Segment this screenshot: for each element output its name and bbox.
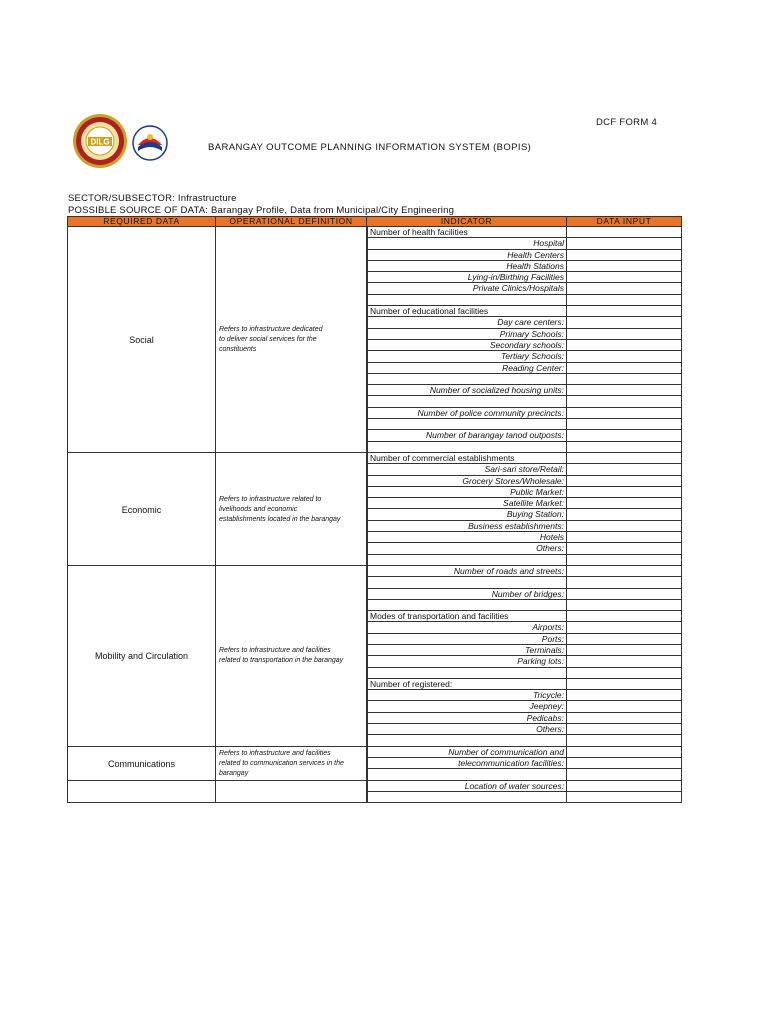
- indicator-cell: Modes of transportation and facilities: [367, 611, 567, 622]
- required-data-cell: [67, 453, 216, 566]
- indicator-cell: Number of barangay tanod outposts:: [367, 430, 567, 441]
- table-row: [367, 272, 682, 283]
- indicator-cell: Lying-in/Birthing Facilities: [367, 272, 567, 283]
- table-row: [367, 566, 682, 577]
- table-row: [367, 769, 682, 780]
- indicator-cell: Number of educational facilities: [367, 306, 567, 317]
- indicator-cell: [367, 792, 567, 803]
- table-row: [367, 385, 682, 396]
- indicator-cell: Sari-sari store/Retail:: [367, 464, 567, 475]
- table-row: [367, 442, 682, 453]
- table-row: [367, 340, 682, 351]
- dilg-logos: [72, 113, 172, 169]
- data-input-cell[interactable]: [567, 521, 682, 532]
- data-input-cell[interactable]: [567, 498, 682, 509]
- table-row: [367, 329, 682, 340]
- definition-text: [219, 325, 363, 355]
- data-input-cell[interactable]: [567, 690, 682, 701]
- table-row: [367, 701, 682, 712]
- data-input-cell[interactable]: [567, 476, 682, 487]
- table-row: [367, 600, 682, 611]
- table-row: [367, 543, 682, 554]
- indicator-cell: Hotels: [367, 532, 567, 543]
- indicator-cell: Number of police community precincts:: [367, 408, 567, 419]
- indicator-cell: Location of water sources:: [367, 781, 567, 792]
- data-input-cell[interactable]: [567, 419, 682, 430]
- definition-text: [219, 749, 363, 779]
- table-row: [367, 363, 682, 374]
- data-input-cell[interactable]: [567, 747, 682, 758]
- required-data-cell: [67, 781, 216, 804]
- definition-line: establishments located in the barangay: [219, 515, 341, 523]
- definition-line: related to communication services in the: [219, 759, 344, 767]
- data-input-cell[interactable]: [567, 769, 682, 780]
- data-input-cell[interactable]: [567, 600, 682, 611]
- secondary-seal-icon: [133, 126, 167, 160]
- table-row: [367, 781, 682, 792]
- indicator-cell: Number of health facilities: [367, 227, 567, 238]
- indicator-cell: Reading Center:: [367, 363, 567, 374]
- data-input-cell[interactable]: [567, 453, 682, 464]
- table-row: [367, 227, 682, 238]
- data-input-cell[interactable]: [567, 261, 682, 272]
- definition-line: livelihoods and economic: [219, 505, 298, 513]
- table-row: [367, 690, 682, 701]
- indicator-cell: [367, 396, 567, 407]
- data-input-cell[interactable]: [567, 442, 682, 453]
- data-input-cell[interactable]: [567, 340, 682, 351]
- data-input-cell[interactable]: [567, 656, 682, 667]
- table-row: [367, 792, 682, 803]
- indicator-cell: Primary Schools:: [367, 329, 567, 340]
- table-row: [367, 408, 682, 419]
- indicator-cell: Ports:: [367, 634, 567, 645]
- indicator-table: [367, 227, 682, 803]
- indicator-cell: [367, 442, 567, 453]
- indicator-cell: [367, 735, 567, 746]
- col-header-required-data: REQUIRED DATA: [67, 216, 216, 227]
- indicator-cell: Others:: [367, 724, 567, 735]
- indicator-cell: Health Stations: [367, 261, 567, 272]
- indicator-cell: Grocery Stores/Wholesale:: [367, 476, 567, 487]
- indicator-cell: Parking lots:: [367, 656, 567, 667]
- table-row: [367, 374, 682, 385]
- table-row: [367, 509, 682, 520]
- data-input-cell[interactable]: [567, 555, 682, 566]
- indicator-cell: Private Clinics/Hospitals: [367, 283, 567, 294]
- indicator-cell: Secondary schools:: [367, 340, 567, 351]
- indicator-cell: Satellite Market:: [367, 498, 567, 509]
- indicator-cell: Number of communication and: [367, 747, 567, 758]
- table-row: [367, 261, 682, 272]
- data-input-cell[interactable]: [567, 227, 682, 238]
- table-row: [367, 735, 682, 746]
- data-input-cell[interactable]: [567, 374, 682, 385]
- indicator-cell: [367, 295, 567, 306]
- required-data-cell: [67, 566, 216, 747]
- table-row: [367, 283, 682, 294]
- operational-definition-cell: [215, 453, 367, 566]
- indicator-cell: Health Centers: [367, 250, 567, 261]
- indicator-cell: [367, 769, 567, 780]
- definition-text: [219, 495, 363, 525]
- table-row: [367, 724, 682, 735]
- indicator-cell: [367, 419, 567, 430]
- table-row: [367, 487, 682, 498]
- table-row: [367, 679, 682, 690]
- indicator-cell: Number of bridges:: [367, 589, 567, 600]
- data-input-cell[interactable]: [567, 306, 682, 317]
- data-input-cell[interactable]: [567, 679, 682, 690]
- indicator-cell: [367, 374, 567, 385]
- data-input-cell[interactable]: [567, 329, 682, 340]
- sector-name: Mobility and Circulation: [94, 651, 189, 662]
- indicator-cell: Airports:: [367, 622, 567, 633]
- data-input-cell[interactable]: [567, 781, 682, 792]
- data-input-cell[interactable]: [567, 272, 682, 283]
- data-input-cell[interactable]: [567, 713, 682, 724]
- indicator-cell: Public Market:: [367, 487, 567, 498]
- data-input-cell[interactable]: [567, 351, 682, 362]
- data-input-cell[interactable]: [567, 543, 682, 554]
- indicator-cell: Number of roads and streets:: [367, 566, 567, 577]
- definition-line: Refers to infrastructure and facilities: [219, 647, 331, 655]
- table-row: [367, 250, 682, 261]
- system-title: BARANGAY OUTCOME PLANNING INFORMATION SYSTEM (BOPIS): [208, 142, 532, 153]
- definition-line: Refers to infrastructure dedicated: [219, 326, 323, 333]
- data-input-cell[interactable]: [567, 634, 682, 645]
- data-input-cell[interactable]: [567, 724, 682, 735]
- table-row: [367, 758, 682, 769]
- sector-name: Economic: [121, 504, 162, 515]
- table-row: [367, 306, 682, 317]
- table-row: [367, 634, 682, 645]
- definition-line: related to transportation in the barangay: [219, 657, 344, 665]
- table-row: [367, 317, 682, 328]
- indicator-cell: Number of socialized housing units:: [367, 385, 567, 396]
- data-input-cell[interactable]: [567, 238, 682, 249]
- table-row: [367, 747, 682, 758]
- table-row: [367, 656, 682, 667]
- data-input-cell[interactable]: [567, 532, 682, 543]
- table-row: [367, 622, 682, 633]
- data-input-cell[interactable]: [567, 283, 682, 294]
- table-row: [367, 351, 682, 362]
- indicator-cell: [367, 668, 567, 679]
- indicator-cell: Hospital: [367, 238, 567, 249]
- data-input-cell[interactable]: [567, 250, 682, 261]
- indicator-cell: telecommunication facilities:: [367, 758, 567, 769]
- indicator-cell: [367, 600, 567, 611]
- data-input-cell[interactable]: [567, 487, 682, 498]
- definition-line: barangay: [219, 769, 249, 777]
- operational-definition-cell: [215, 781, 367, 804]
- col-header-data-input: DATA INPUT: [566, 216, 682, 227]
- indicator-cell: Number of commercial establishments: [367, 453, 567, 464]
- data-input-cell[interactable]: [567, 566, 682, 577]
- indicator-cell: [367, 577, 567, 588]
- data-input-cell[interactable]: [567, 385, 682, 396]
- indicator-cell: Number of registered:: [367, 679, 567, 690]
- data-input-cell[interactable]: [567, 611, 682, 622]
- form-number: DCF FORM 4: [596, 117, 658, 128]
- table-row: [367, 611, 682, 622]
- indicator-cell: Jeepney:: [367, 701, 567, 712]
- data-input-cell[interactable]: [567, 509, 682, 520]
- sector-name: Social: [129, 335, 154, 345]
- sector-name: Communications: [107, 758, 176, 769]
- seal-lettering: DILG: [90, 137, 110, 147]
- definition-line: constituents: [219, 346, 257, 353]
- data-input-cell[interactable]: [567, 758, 682, 769]
- indicator-cell: Pedicabs:: [367, 713, 567, 724]
- data-input-cell[interactable]: [567, 363, 682, 374]
- definition-text: [219, 646, 363, 666]
- required-data-cell: [67, 227, 216, 453]
- table-row: [367, 555, 682, 566]
- required-data-cell: [67, 747, 216, 781]
- data-input-cell[interactable]: [567, 408, 682, 419]
- definition-line: Refers to infrastructure related to: [219, 495, 322, 503]
- table-row: [367, 521, 682, 532]
- data-input-cell[interactable]: [567, 701, 682, 712]
- table-row: [367, 668, 682, 679]
- data-input-cell[interactable]: [567, 668, 682, 679]
- table-row: [367, 532, 682, 543]
- table-row: [367, 295, 682, 306]
- table-row: [367, 713, 682, 724]
- table-row: [367, 419, 682, 430]
- indicator-cell: Business establishments:: [367, 521, 567, 532]
- data-input-cell[interactable]: [567, 735, 682, 746]
- indicator-cell: Tricycle:: [367, 690, 567, 701]
- operational-definition-cell: [215, 566, 367, 747]
- table-row: [367, 464, 682, 475]
- operational-definition-cell: [215, 227, 367, 453]
- indicator-cell: Buying Station:: [367, 509, 567, 520]
- table-row: [367, 645, 682, 656]
- col-header-operational-definition: OPERATIONAL DEFINITION: [215, 216, 367, 227]
- data-input-cell[interactable]: [567, 792, 682, 803]
- indicator-cell: Day care centers:: [367, 317, 567, 328]
- table-row: [367, 453, 682, 464]
- data-input-cell[interactable]: [567, 464, 682, 475]
- indicator-cell: Tertiary Schools:: [367, 351, 567, 362]
- operational-definition-cell: [215, 747, 367, 781]
- table-row: [367, 589, 682, 600]
- indicator-cell: Terminals:: [367, 645, 567, 656]
- definition-line: to deliver social services for the: [219, 336, 317, 343]
- data-input-cell[interactable]: [567, 577, 682, 588]
- data-input-cell[interactable]: [567, 295, 682, 306]
- indicator-cell: [367, 555, 567, 566]
- table-row: [367, 476, 682, 487]
- sector-line: SECTOR/SUBSECTOR: Infrastructure: [68, 193, 237, 204]
- table-row: [367, 577, 682, 588]
- data-input-cell[interactable]: [567, 589, 682, 600]
- data-input-cell[interactable]: [567, 396, 682, 407]
- table-row: [367, 430, 682, 441]
- table-row: [367, 396, 682, 407]
- data-input-cell[interactable]: [567, 645, 682, 656]
- table-row: [367, 498, 682, 509]
- data-input-cell[interactable]: [567, 622, 682, 633]
- data-input-cell[interactable]: [567, 317, 682, 328]
- source-line: POSSIBLE SOURCE OF DATA: Barangay Profile, Data from Municipal/City Engineering: [68, 205, 455, 216]
- data-input-cell[interactable]: [567, 430, 682, 441]
- definition-line: Refers to infrastructure and facilities: [219, 749, 331, 757]
- table-row: [367, 238, 682, 249]
- indicator-cell: Others:: [367, 543, 567, 554]
- col-header-indicator: INDICATOR: [366, 216, 567, 227]
